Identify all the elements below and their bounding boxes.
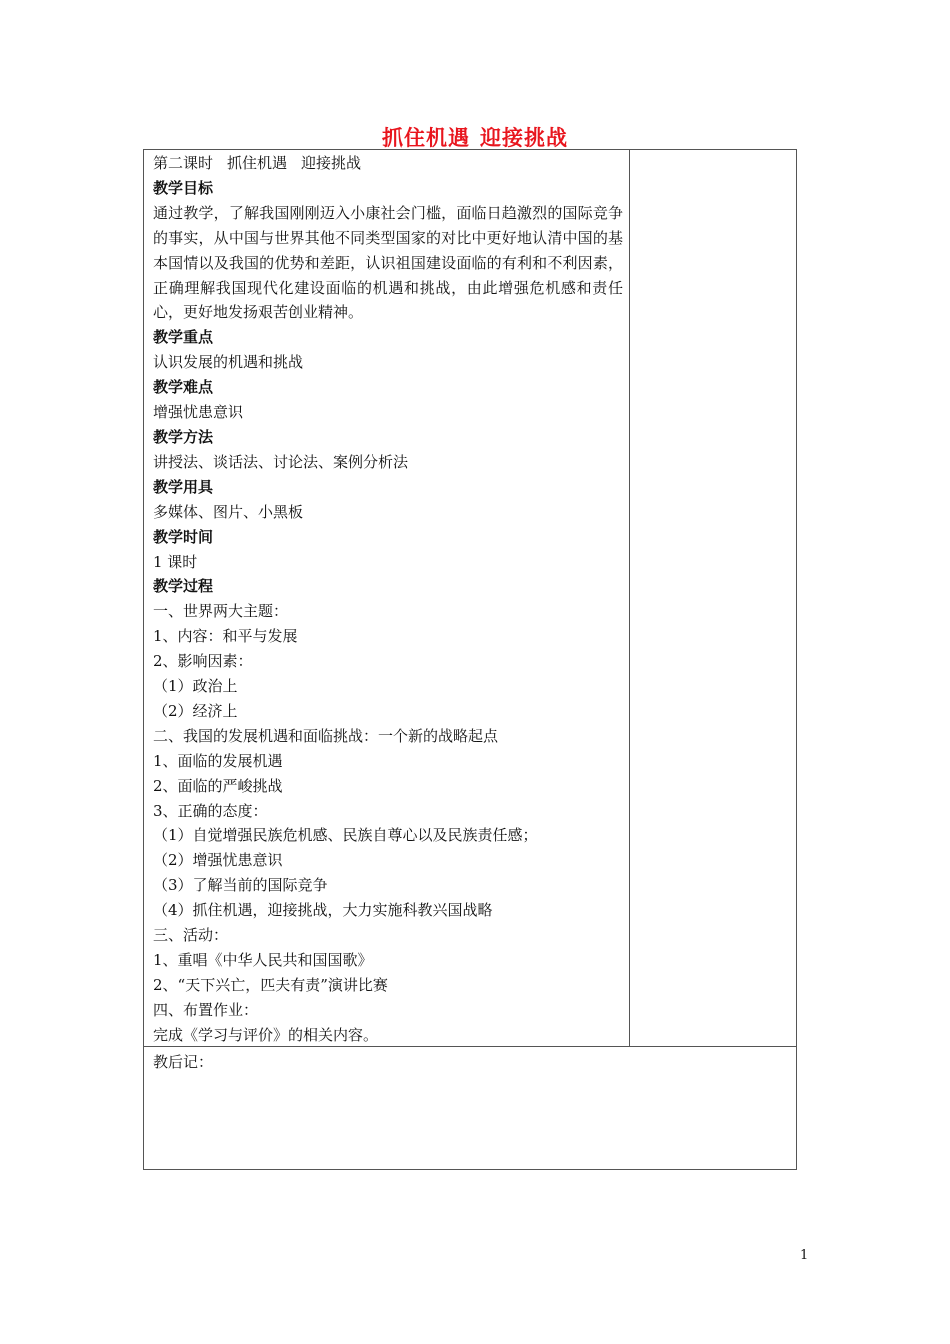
title-part-1: 抓住机遇 [382, 126, 470, 150]
lesson-content [153, 151, 623, 1048]
process-line: 2、“天下兴亡，匹夫有责”演讲比赛 [153, 975, 388, 994]
methods-heading: 教学方法 [153, 427, 214, 446]
methods-text: 讲授法、谈话法、讨论法、案例分析法 [153, 452, 409, 471]
difficulties-heading: 教学难点 [153, 378, 214, 397]
process-line: 1、内容：和平与发展 [153, 627, 298, 646]
tools-heading: 教学用具 [153, 477, 214, 496]
table-column-divider [629, 149, 630, 1047]
lesson-period: 第二课时 [153, 154, 214, 172]
process-line: 1、面临的发展机遇 [153, 751, 283, 770]
lesson-header [153, 151, 623, 176]
process-line: （4）抓住机遇，迎接挑战，大力实施科教兴国战略 [153, 901, 493, 920]
duration-heading: 教学时间 [153, 527, 214, 546]
process-line: （1）自觉增强民族危机感、民族自尊心以及民族责任感； [153, 826, 538, 845]
objectives-text: 通过教学，了解我国刚刚迈入小康社会门槛，面临日趋激烈的国际竞争的事实，从中国与世界其他不同类型国家的对比中更好地认清中国的基本国情以及我国的优势和差距，认识祖国建设面临的有利和不利因素，正确理解我国现代化建设面临的机遇和挑战，由此增强危机感和责任心，更好地发扬艰苦创业精神。 [153, 203, 623, 322]
lesson-title-2: 迎接挑战 [301, 154, 362, 172]
duration-text: 1 课时 [153, 552, 198, 571]
process-line: 1、重唱《中华人民共和国国歌》 [153, 951, 373, 969]
process-line: 完成《学习与评价》的相关内容。 [153, 1025, 379, 1044]
process-line: （2）经济上 [153, 701, 238, 720]
process-line: 一、世界两大主题： [153, 602, 289, 621]
process-line: （1）政治上 [153, 677, 238, 696]
difficulties-text: 增强忧患意识 [153, 403, 244, 422]
process-line: 2、影响因素： [153, 652, 253, 671]
process-line: 二、我国的发展机遇和面临挑战：一个新的战略起点 [153, 726, 499, 745]
tools-text: 多媒体、图片、小黑板 [153, 502, 304, 521]
key-points-heading: 教学重点 [153, 328, 214, 347]
key-points-text: 认识发展的机遇和挑战 [153, 353, 304, 372]
post-lesson-notes-label: 教后记： [153, 1053, 214, 1071]
process-line: 2、面临的严峻挑战 [153, 776, 283, 795]
title-part-2: 迎接挑战 [480, 126, 568, 150]
process-heading: 教学过程 [153, 577, 214, 596]
objectives-heading: 教学目标 [153, 178, 214, 197]
lesson-title-1: 抓住机遇 [227, 154, 288, 172]
page-number: 1 [800, 1248, 809, 1263]
process-line: 3、正确的态度： [153, 801, 268, 820]
process-line: （2）增强忧患意识 [153, 851, 283, 870]
process-line: 四、布置作业： [153, 1000, 259, 1019]
process-line: 三、活动： [153, 926, 229, 945]
process-line: （3）了解当前的国际竞争 [153, 876, 328, 895]
document-title [0, 122, 950, 152]
